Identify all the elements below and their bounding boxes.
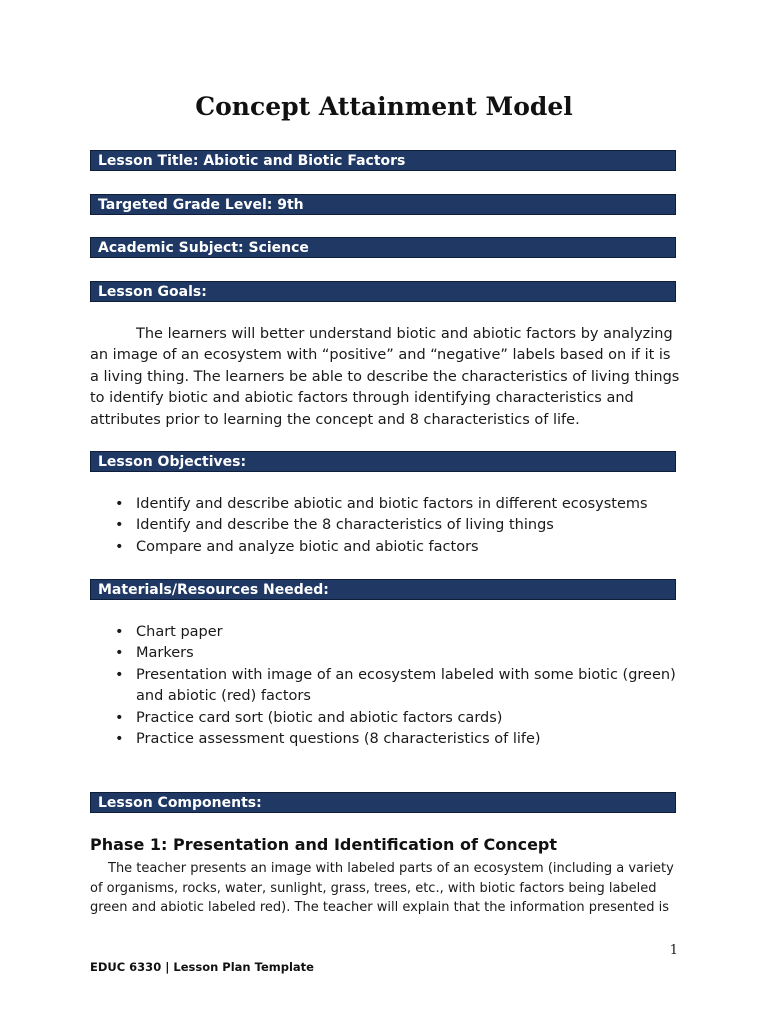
objectives-list (90, 494, 680, 558)
goals-header-bar: Lesson Goals: (90, 281, 676, 302)
bullet-icon: • (115, 709, 124, 726)
list-item: • Practice card sort (biotic and abiotic factors cards) (90, 708, 680, 729)
list-item: • Compare and analyze biotic and abiotic factors (90, 537, 680, 558)
list-item: • Chart paper (90, 622, 680, 643)
lesson-title-bar: Lesson Title: Abiotic and Biotic Factors (90, 150, 676, 171)
bullet-icon: • (115, 538, 124, 555)
subject-bar: Academic Subject: Science (90, 237, 676, 258)
list-item: • Identify and describe abiotic and biotic factors in different ecosystems (90, 494, 680, 515)
phase1-paragraph (90, 859, 680, 918)
components-header-bar: Lesson Components: (90, 792, 676, 813)
goals-paragraph (90, 324, 680, 431)
grade-level-bar: Targeted Grade Level: 9th (90, 194, 676, 215)
bullet-icon: • (115, 624, 124, 640)
bullet-icon: • (115, 517, 124, 534)
list-item: • Presentation with image of an ecosystem labeled with some biotic (green) and abiotic (red) factors (115, 666, 676, 705)
bullet-icon: • (115, 645, 124, 662)
bullet-icon: • (115, 731, 124, 748)
phase1-heading: Phase 1: Presentation and Identification of Concept (90, 835, 558, 854)
page-footer: EDUC 6330 | Lesson Plan Template (90, 960, 314, 974)
bullet-icon: • (115, 666, 124, 683)
bullet-icon: • (115, 496, 124, 512)
goals-text: The learners will better understand biotic and abiotic factors by analyzing an image of an ecosystem with “positive” and “negative” labels based on if it is a living thing. The learners be able to describe the characteristics of living things to identify biotic and abiotic factors through identifying characteristics and attributes prior to learning the concept and 8 characteristics of life. (90, 326, 680, 428)
list-item: • Identify and describe the 8 characteristics of living things (90, 515, 680, 536)
objectives-header-bar: Lesson Objectives: (90, 451, 676, 472)
materials-header-bar: Materials/Resources Needed: (90, 579, 676, 600)
page-number: 1 (669, 943, 678, 958)
phase1-text: The teacher presents an image with labeled parts of an ecosystem (including a variety of organisms, rocks, water, sunlight, grass, trees, etc., with biotic factors being labeled green and abiotic labeled red). The teacher will explain that the information presented is (90, 861, 674, 916)
document-title: Concept Attainment Model (195, 92, 573, 121)
list-item: • Markers (90, 643, 680, 664)
materials-list (90, 622, 680, 750)
list-item: • Practice assessment questions (8 characteristics of life) (90, 729, 680, 750)
